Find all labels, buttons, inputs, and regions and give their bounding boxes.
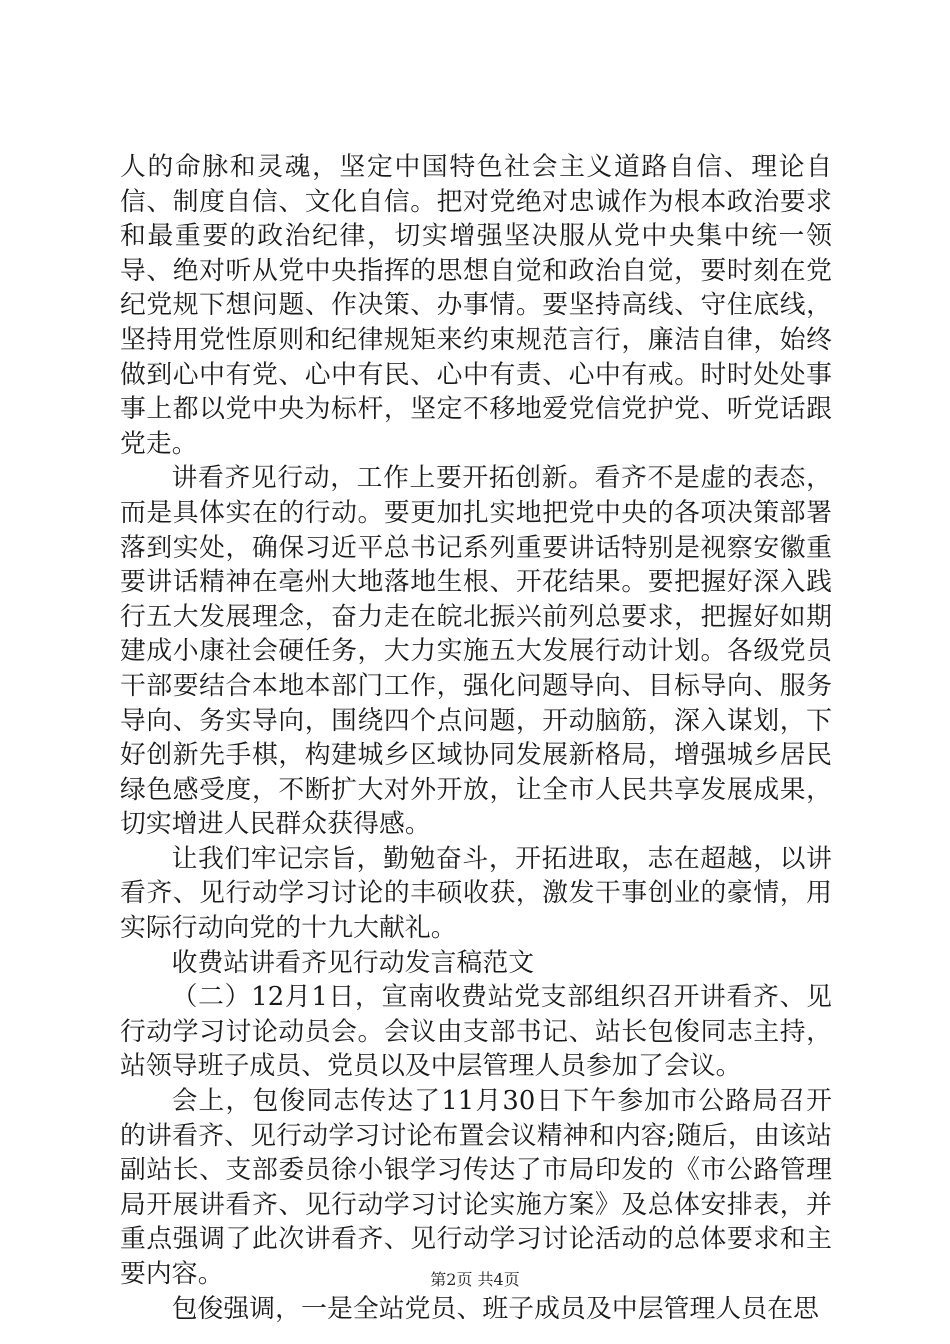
paragraph-3: 让我们牢记宗旨，勤勉奋斗，开拓进取，志在超越，以讲看齐、见行动学习讨论的丰硕收获，激发干事创业的豪情，用实际行动向党的十九大献礼。 [120, 843, 832, 944]
paragraph-5: （二）12月1日，宣南收费站党支部组织召开讲看齐、见行动学习讨论动员会。会议由支部书记、站长包俊同志主持，站领导班子成员、党员以及中层管理人员参加了会议。 [120, 982, 832, 1082]
paragraph-6: 会上，包俊同志传达了11月30日下午参加市公路局召开的讲看齐、见行动学习讨论布置会议精神和内容;随后，由该站副站长、支部委员徐小银学习传达了市局印发的《市公路管理局开展讲看齐、见行动学习讨论实施方案》及总体安排表，并重点强调了此次讲看齐、见行动学习讨论活动的总体要求和主要内容。 [120, 1086, 832, 1289]
page-number-footer: 第2页 共4页 [430, 1270, 520, 1289]
paragraph-7: 包俊强调，一是全站党员、班子成员及中层管理人员在思 [171, 1293, 820, 1324]
paragraph-2: 讲看齐见行动，工作上要开拓创新。看齐不是虚的表态，而是具体实在的行动。要更加扎实地把党中央的各项决策部署落到实处，确保习近平总书记系列重要讲话特别是视察安徽重要讲话精神在亳州大地落地生根、开花结果。要把握好深入践行五大发展理念，奋力走在皖北振兴前列总要求，把握好如期建成小康社会硬任务，大力实施五大发展行动计划。各级党员干部要结合本地本部门工作，强化问题导向、目标导向、服务导向、务实导向，围绕四个点问题，开动脑筋，深入谋划，下好创新先手棋，构建城乡区域协同发展新格局，增强城乡居民绿色感受度，不断扩大对外开放，让全市人民共享发展成果，切实增进人民群众获得感。 [120, 463, 832, 840]
paragraph-1: 人的命脉和灵魂，坚定中国特色社会主义道路自信、理论自信、制度自信、文化自信。把对党绝对忠诚作为根本政治要求和最重要的政治纪律，切实增强坚决服从党中央集中统一领导、绝对听从党中央指挥的思想自觉和政治自觉，要时刻在党纪党规下想问题、作决策、办事情。要坚持高线、守住底线，坚持用党性原则和纪律规矩来约束规范言行，廉洁自律，始终做到心中有党、心中有民、心中有责、心中有戒。时时处处事事上都以党中央为标杆，坚定不移地爱党信党护党、听党话跟党走。 [120, 152, 832, 459]
document-body [120, 150, 832, 1326]
section-title: 收费站讲看齐见行动发言稿范文 [171, 947, 535, 978]
